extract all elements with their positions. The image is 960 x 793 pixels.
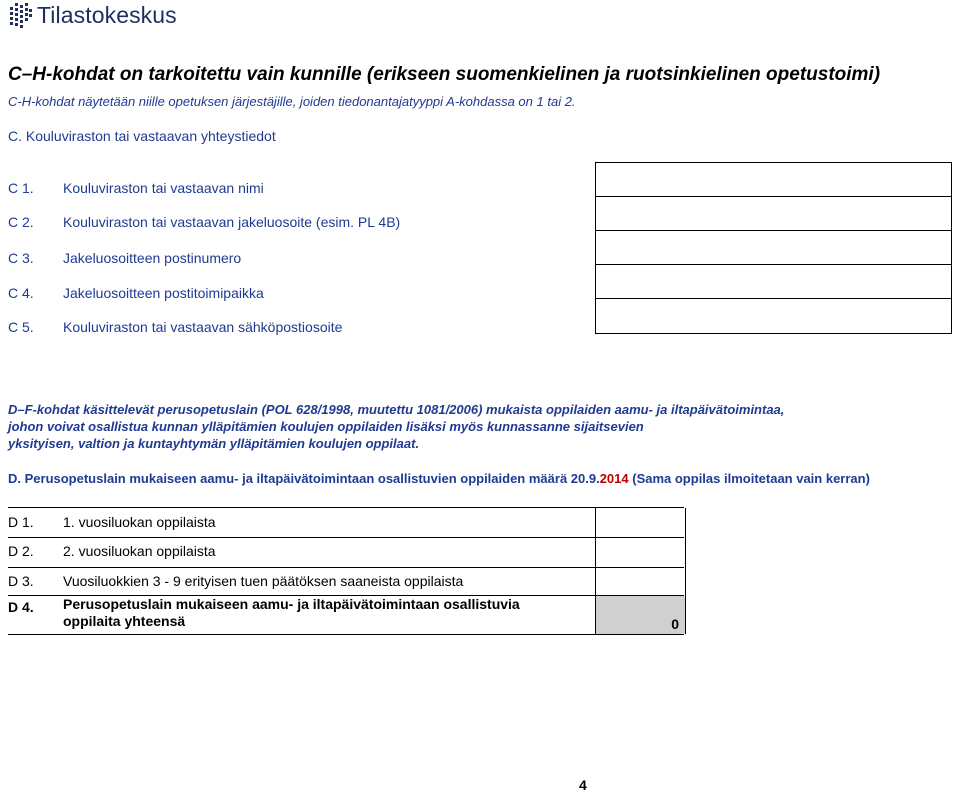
section-c-heading: C. Kouluviraston tai vastaavan yhteystiedot — [8, 128, 276, 144]
table-row — [8, 567, 684, 596]
page-subtitle: C-H-kohdat näytetään niille opetuksen järjestäjille, joiden tiedonantajatyyppi A-kohdassa on 1 tai 2. — [8, 94, 576, 109]
intro-line: yksityisen, valtion ja kuntayhtymän ylläpitämien koulujen oppilaat. — [8, 436, 420, 451]
section-d-heading — [8, 471, 870, 486]
c4-code: C 4. — [8, 285, 34, 301]
logo — [8, 1, 177, 29]
c1-input[interactable] — [596, 163, 951, 197]
page-title: C–H-kohdat on tarkoitettu vain kunnille (erikseen suomenkielinen ja ruotsinkielinen opetustoimi) — [8, 64, 881, 85]
heading-text: D. Perusopetuslain mukaiseen aamu- ja iltapäivätoimintaan osallistuvien oppilaiden määrä 20.9. — [8, 471, 600, 486]
c4-input[interactable] — [596, 265, 951, 299]
d4-total-value: 0 — [671, 616, 679, 632]
intro-line: johon voivat osallistua kunnan ylläpitämien koulujen oppilaiden lisäksi myös kunnassanne sijaitsevien — [8, 419, 644, 434]
d4-total-cell — [595, 596, 686, 634]
d3-label: Vuosiluokkien 3 - 9 erityisen tuen päätöksen saaneista oppilaista — [63, 573, 464, 589]
heading-note: (Sama oppilas ilmoitetaan vain kerran) — [628, 471, 870, 486]
d2-code: D 2. — [8, 543, 34, 559]
table-row-total — [8, 595, 684, 635]
c2-label: Kouluviraston tai vastaavan jakeluosoite (esim. PL 4B) — [63, 214, 401, 230]
logo-text: Tilastokeskus — [37, 1, 177, 28]
d4-code: D 4. — [8, 599, 34, 615]
c4-label: Jakeluosoitteen postitoimipaikka — [63, 285, 264, 301]
tilastokeskus-logo-icon — [8, 1, 34, 29]
c5-code: C 5. — [8, 319, 34, 335]
table-row — [8, 537, 684, 568]
d2-input[interactable] — [595, 538, 686, 568]
c3-input[interactable] — [596, 231, 951, 265]
c5-label: Kouluviraston tai vastaavan sähköpostiosoite — [63, 319, 343, 335]
c1-code: C 1. — [8, 180, 34, 196]
d3-code: D 3. — [8, 573, 34, 589]
c3-label: Jakeluosoitteen postinumero — [63, 250, 242, 266]
d3-input[interactable] — [595, 568, 686, 596]
c3-code: C 3. — [8, 250, 34, 266]
c1-label: Kouluviraston tai vastaavan nimi — [63, 180, 264, 196]
d4-label-line: oppilaita yhteensä — [63, 613, 186, 629]
d1-code: D 1. — [8, 514, 34, 530]
d2-label: 2. vuosiluokan oppilaista — [63, 543, 216, 559]
c2-code: C 2. — [8, 214, 34, 230]
section-d-intro — [8, 401, 784, 452]
c2-input[interactable] — [596, 197, 951, 231]
d4-label-line: Perusopetuslain mukaiseen aamu- ja iltapäivätoimintaan osallistuvia — [63, 596, 520, 612]
intro-line: D–F-kohdat käsittelevät perusopetuslain (POL 628/1998, muutettu 1081/2006) mukaista oppilaiden aamu- ja iltapäivätoimintaa, — [8, 402, 785, 417]
contact-info-fields — [595, 162, 952, 334]
table-row — [8, 507, 684, 538]
c5-input[interactable] — [596, 299, 951, 333]
page-number: 4 — [579, 777, 587, 793]
d4-label — [63, 596, 520, 630]
d1-label: 1. vuosiluokan oppilaista — [63, 514, 216, 530]
heading-year: 2014 — [599, 471, 629, 486]
d1-input[interactable] — [595, 508, 686, 538]
